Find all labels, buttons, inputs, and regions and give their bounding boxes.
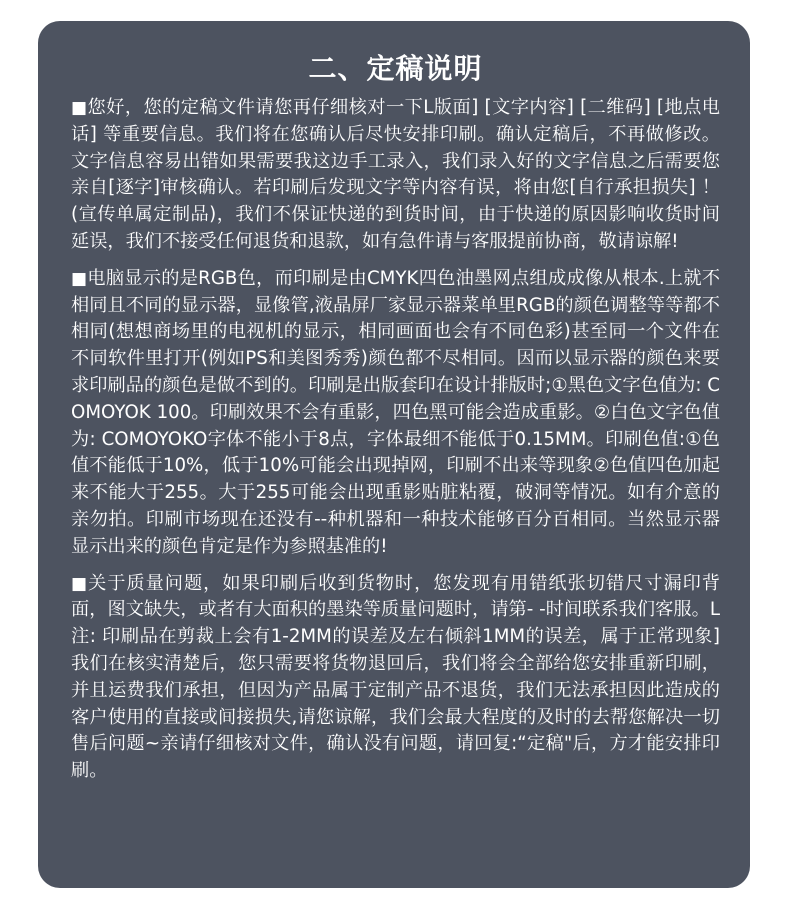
paragraph-text: 电脑显示的是RGB色，而印刷是由CMYK四色油墨网点组成成像从根本.上就不相同且不同的显示器，显像管,液晶屏厂家显示器菜单里RGB的颜色调整等等都不相同(想想商场里的电视机的显示，相同画面也会有不同色彩)甚至同一个文件在不同软件里打开(例如PS和美图秀秀)颜色都不尽相同。因而以显示器的颜色来要求印刷品的颜色是做不到的。印刷是出版套印在设计排版时;①黑色文字色值为: COMOYOK 100。印刷效果不会有重影，四色黑可能会造成重影。②白色文字色值为: COMOYOKO字体不能小于8点，字体最细不能低于0.15MM。印刷色值:①色值不能低于10%，低于10%可能会出现掉网，印刷不出来等现象②色值四色加起来不能大于255。大于255可能会出现重影贴脏粘覆，破洞等情况。如有介意的亲勿拍。印刷市场现在还没有--种机器和一种技术能够百分百相同。当然显示器显示出来的颜色肯定是作为参照基准的! — [71, 267, 721, 557]
finalization-notice-card — [38, 21, 750, 888]
bullet-square-icon: ■ — [71, 98, 88, 118]
notice-paragraph-quality — [71, 571, 720, 785]
bullet-square-icon: ■ — [71, 573, 89, 594]
paragraph-text: 您好，您的定稿文件请您再仔细核对一下L版面] [文字内容] [二维码] [地点电话] 等重要信息。我们将在您确认后尽快安排印刷。确认定稿后，不再做修改。文字信息容易出错如果需要我这边手工录入，我们录入好的文字信息之后需要您亲自[逐字]审核确认。若印刷后发现文字等内容有误，将由您[自行承担损失] ！(宣传单属定制品)，我们不保证快递的到货时间，由于快递的原因影响收货时间延误，我们不接受任何退货和退款，如有急件请与客服提前协商，敬请谅解! — [71, 97, 720, 252]
paragraph-text: 关于质量问题，如果印刷后收到货物时，您发现有用错纸张切错尺寸漏印背面，图文缺失，或者有大面积的墨染等质量问题时，请第- -时间联系我们客服。L注: 印刷品在剪裁上会有1-2MM的误差及左右倾斜1MM的误差，属于正常现象]我们在核实清楚后，您只需要将货物退回后，我们将会全部给您安排重新印刷，并且运费我们承担，但因为产品属于定制产品不退货，我们无法承担因此造成的客户使用的直接或间接损失,请您谅解，我们会最大程度的及时的去帮您解决一切售后问题~亲请仔细核对文件，确认没有问题，请回复:“定稿"后，方才能安排印刷。 — [71, 572, 720, 782]
notice-paragraph-proofread — [71, 95, 720, 256]
notice-paragraph-color — [71, 266, 720, 561]
page-title: 二、定稿说明 — [308, 52, 483, 85]
bullet-square-icon: ■ — [71, 268, 88, 289]
